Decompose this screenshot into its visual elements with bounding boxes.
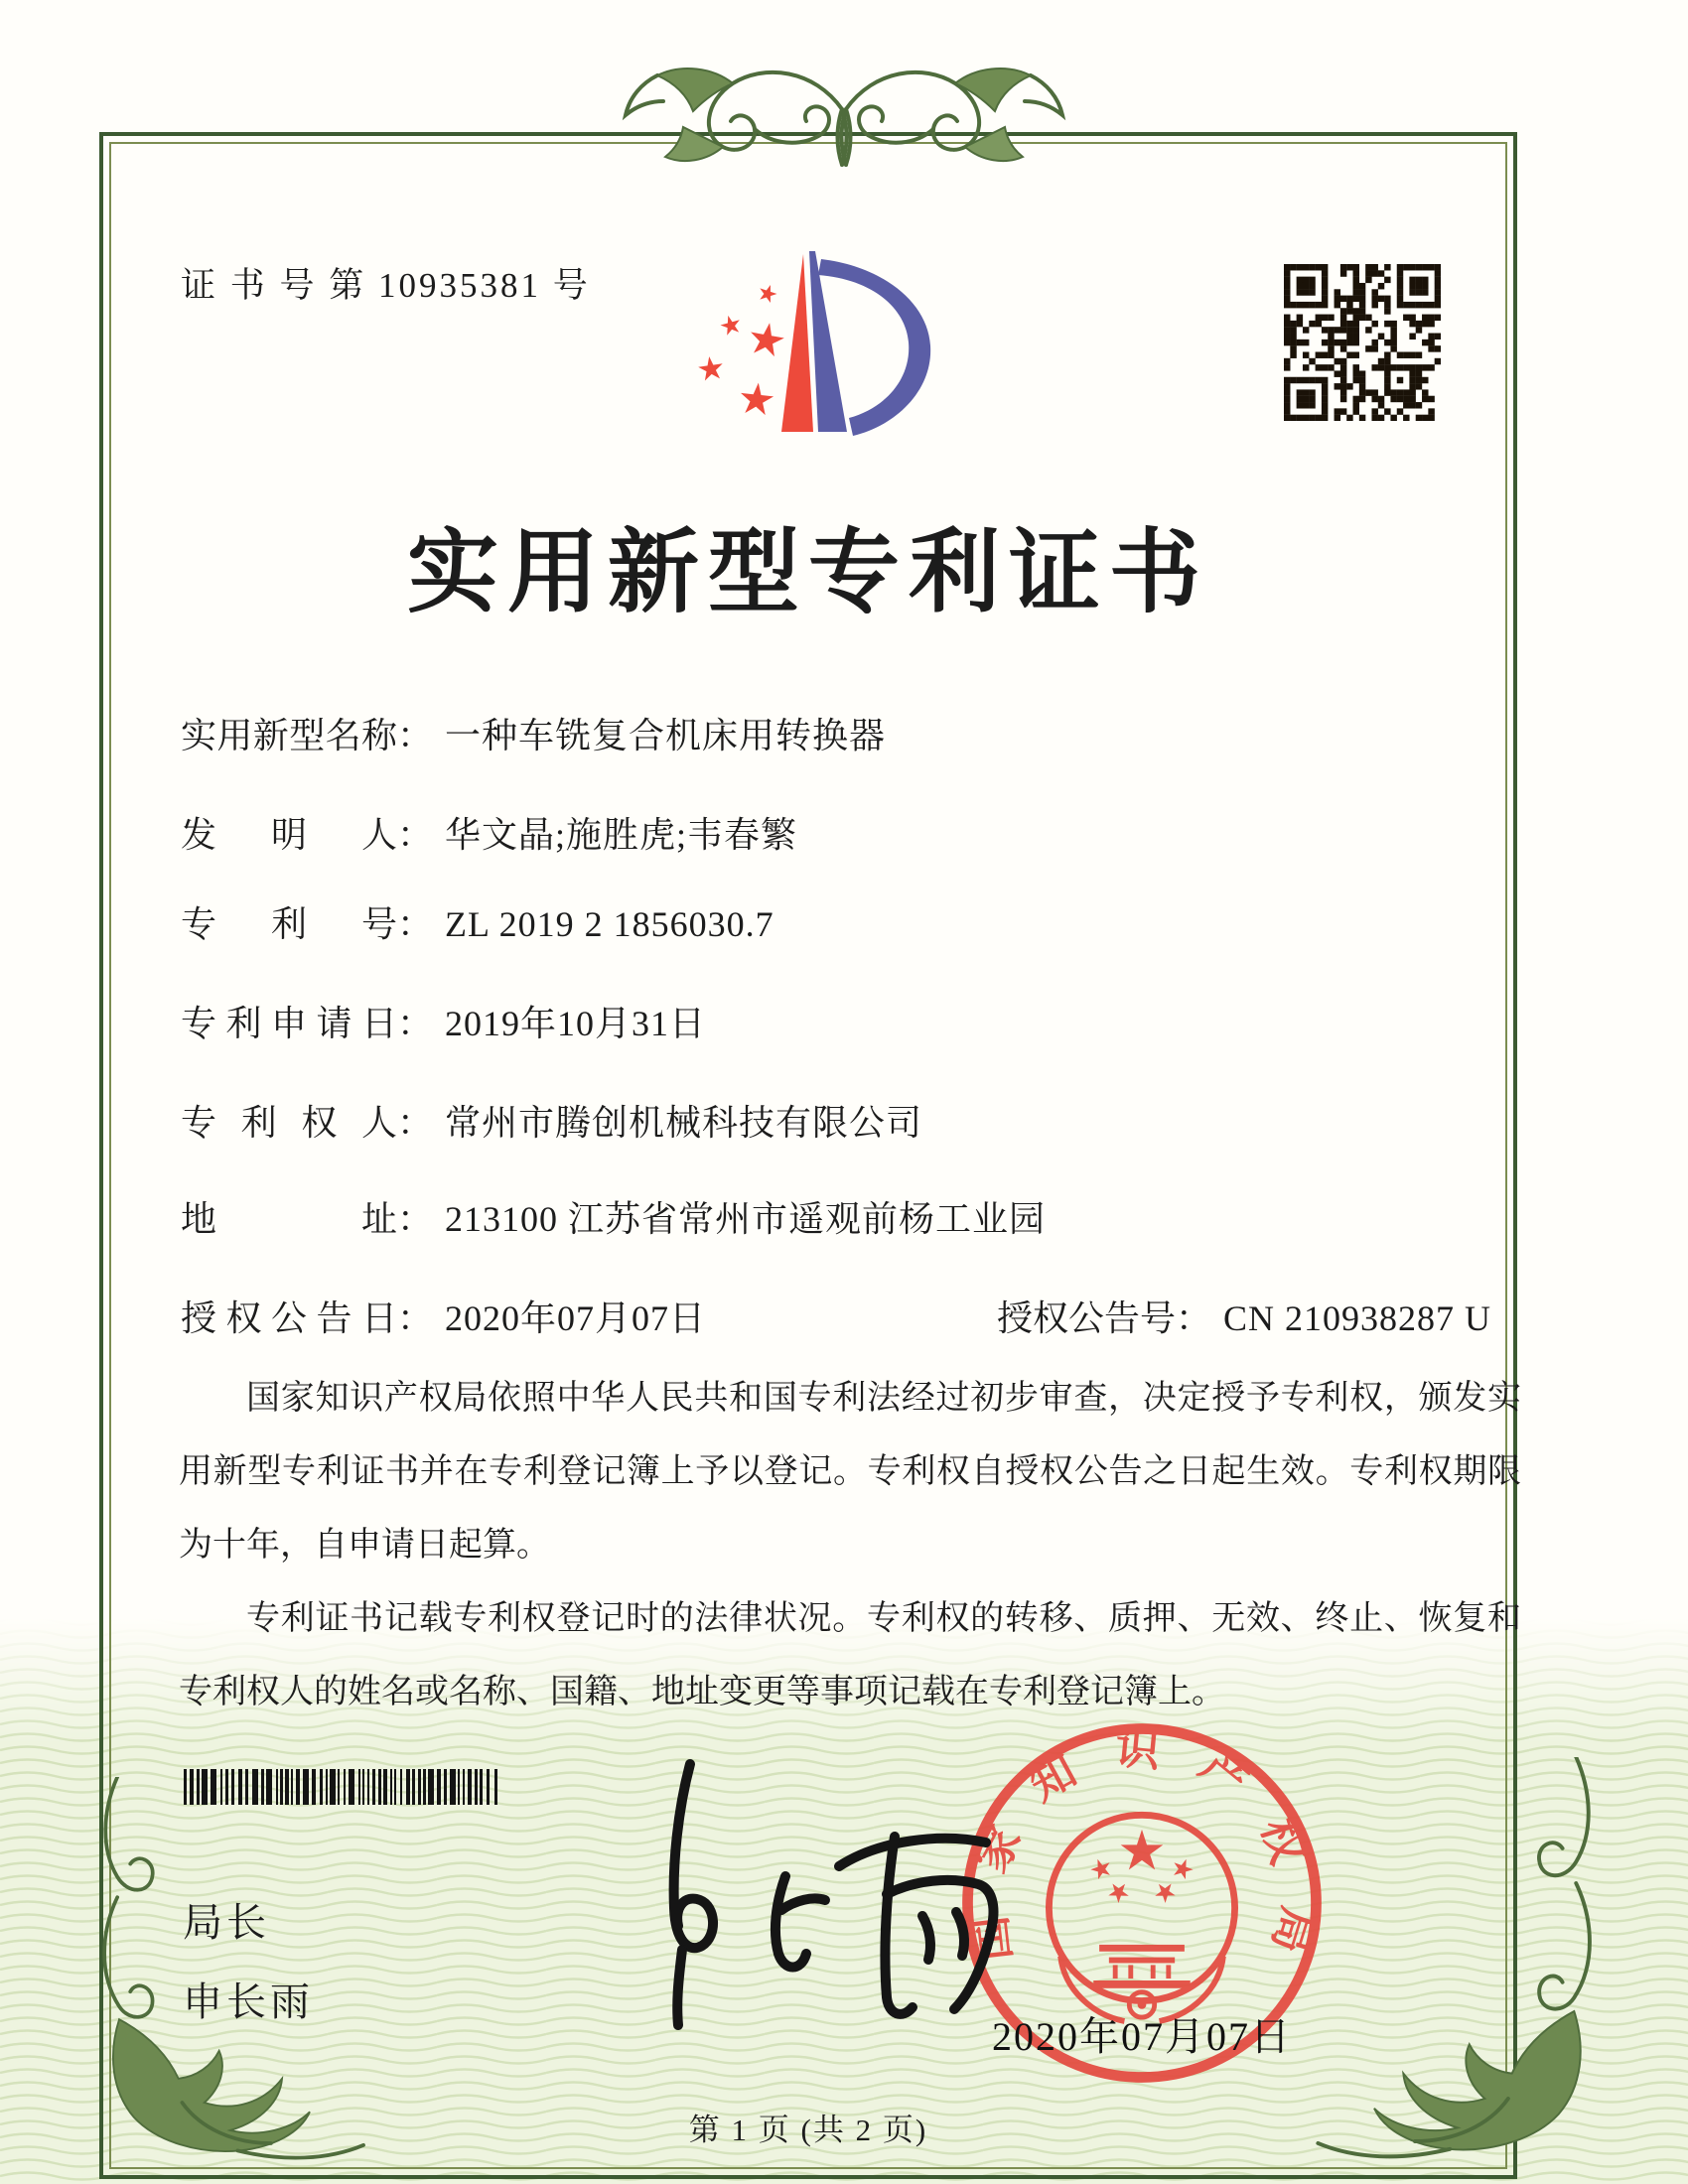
field-label: 专利权人 [181, 1103, 397, 1143]
body-paragraph-2: 专利证书记载专利权登记时的法律状况。专利权的转移、质押、无效、终止、恢复和专利权人的姓名或名称、国籍、地址变更等事项记载在专利登记簿上。 [179, 1600, 1521, 1710]
field-grant-publication-number: 授权公告号： CN 210938287 U [997, 1298, 1492, 1338]
field-label: 地址 [181, 1199, 397, 1239]
field-value: ZL 2019 2 1856030.7 [445, 904, 774, 944]
certificate-number: 证 书 号 第 10935381 号 [181, 266, 591, 305]
field-row-patentee: 专利权人： 常州市腾创机械科技有限公司 [181, 1095, 922, 1146]
signer-title: 局长 [183, 1901, 270, 1945]
field-row-grant-date: 授权公告日： 2020年07月07日 授权公告号： CN 210938287 U [181, 1291, 1521, 1341]
signature [531, 1749, 1008, 2037]
body-paragraph-1: 国家知识产权局依照中华人民共和国专利法经过初步审查，决定授予专利权，颁发实用新型专利证书并在专利登记簿上予以登记。专利权自授权公告之日起生效。专利权期限为十年，自申请日起算。 [179, 1380, 1521, 1564]
signer-name: 申长雨 [183, 1980, 314, 2024]
legal-body-text [179, 1362, 1521, 1729]
field-label: 发明人 [181, 815, 397, 855]
field-value: 2019年10月31日 [445, 1004, 707, 1043]
field-row-inventors: 发明人： 华文晶;施胜虎;韦春繁 [181, 807, 797, 858]
field-value: CN 210938287 U [1223, 1298, 1492, 1338]
field-label: 实用新型名称 [181, 716, 397, 755]
field-label: 专利申请日 [181, 1004, 397, 1043]
field-row-patent-number: 专利号： ZL 2019 2 1856030.7 [181, 896, 774, 947]
seal-date: 2020年07月07日 [992, 2014, 1292, 2059]
top-scrollwork-ornament-icon [604, 48, 1084, 179]
seal-ring-text: 国家知识产权局 [961, 1722, 1324, 1994]
field-value: 213100 江苏省常州市遥观前杨工业园 [445, 1199, 1047, 1239]
qr-code [1284, 264, 1441, 421]
page-title: 实用新型专利证书 [406, 522, 1209, 623]
page-footer: 第 1 页 (共 2 页) [688, 2113, 928, 2147]
field-row-filing-date: 专利申请日： 2019年10月31日 [181, 996, 706, 1046]
cnipa-logo [645, 231, 953, 499]
field-value: 华文晶;施胜虎;韦春繁 [445, 815, 798, 855]
field-value: 一种车铣复合机床用转换器 [445, 716, 887, 755]
field-label: 授权公告日 [181, 1298, 397, 1338]
field-label: 专利号 [181, 904, 397, 944]
field-label: 授权公告号 [997, 1298, 1177, 1338]
field-row-address: 地址： 213100 江苏省常州市遥观前杨工业园 [181, 1191, 1046, 1242]
national-emblem-icon [1049, 1815, 1234, 2021]
field-value: 常州市腾创机械科技有限公司 [445, 1103, 923, 1143]
field-value: 2020年07月07日 [445, 1298, 707, 1338]
field-row-utility-model-name: 实用新型名称： 一种车铣复合机床用转换器 [181, 708, 886, 758]
logo-red-wedge [781, 254, 813, 432]
